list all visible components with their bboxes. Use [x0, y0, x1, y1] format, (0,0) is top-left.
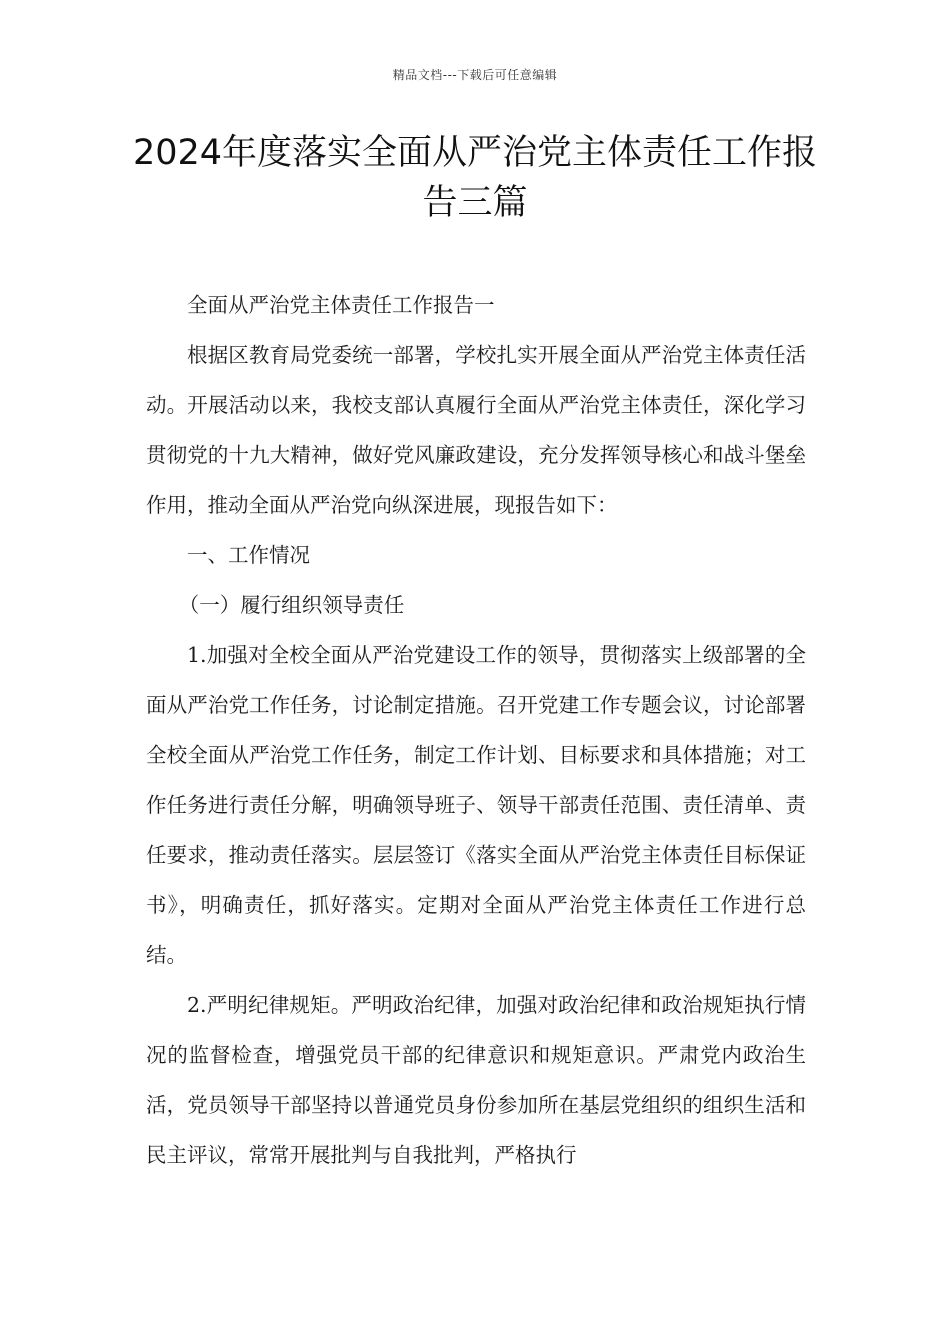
- item-paragraph-2: 2.严明纪律规矩。严明政治纪律，加强对政治纪律和政治规矩执行情况的监督检查，增强党员干部的纪律意识和规矩意识。严肃党内政治生活，党员领导干部坚持以普通党员身份参加所在基层党组织的组织生活和民主评议，常常开展批判与自我批判，严格执行: [146, 993, 806, 1167]
- intro-paragraph: 根据区教育局党委统一部署，学校扎实开展全面从严治党主体责任活动。开展活动以来，我校支部认真履行全面从严治党主体责任，深化学习贯彻党的十九大精神，做好党风廉政建设，充分发挥领导核心和战斗堡垒作用，推动全面从严治党向纵深进展，现报告如下：: [146, 343, 806, 517]
- document-body: [146, 280, 806, 1180]
- section-heading-1: 一、工作情况: [187, 543, 310, 567]
- report-title: 全面从严治党主体责任工作报告一: [187, 293, 495, 317]
- document-title: 2024年度落实全面从严治党主体责任工作报告三篇: [132, 133, 818, 223]
- item-paragraph-1: 1.加强对全校全面从严治党建设工作的领导，贯彻落实上级部署的全面从严治党工作任务，讨论制定措施。召开党建工作专题会议，讨论部署全校全面从严治党工作任务，制定工作计划、目标要求和具体措施；对工作任务进行责任分解，明确领导班子、领导干部责任范围、责任清单、责任要求，推动责任落实。层层签订《落实全面从严治党主体责任目标保证书》，明确责任，抓好落实。定期对全面从严治党主体责任工作进行总结。: [146, 643, 806, 967]
- header-note: 精品文档---下载后可任意编辑: [392, 68, 558, 82]
- subsection-heading-1: （一）履行组织领导责任: [178, 593, 405, 617]
